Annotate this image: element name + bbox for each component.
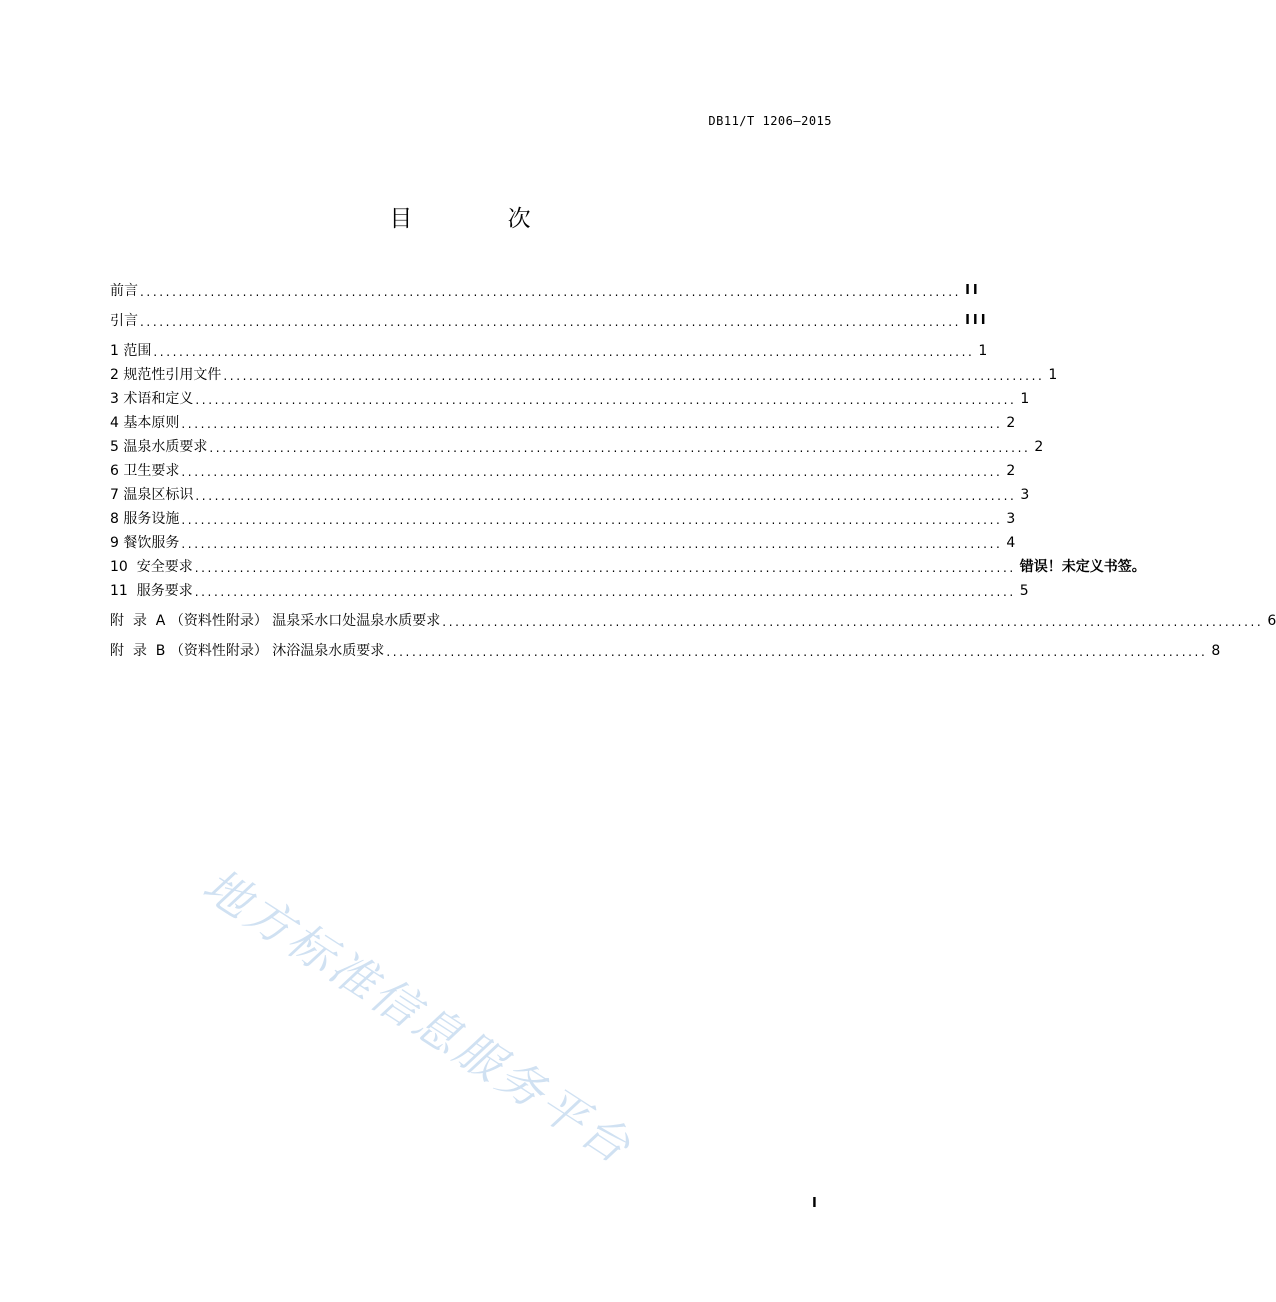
toc-entry-service[interactable]: [110, 580, 1029, 600]
toc-entry-facilities[interactable]: [110, 508, 1016, 528]
toc-entry-page: 1: [1020, 391, 1030, 407]
toc-entry-label: 引言: [110, 313, 138, 329]
toc-entry-page: 3: [1020, 487, 1030, 503]
toc-entry-principles[interactable]: [110, 412, 1016, 432]
toc-leader-dots: ................................................................................................................................: [140, 315, 962, 329]
toc-leader-dots: ................................................................................................................................: [194, 561, 1016, 575]
toc-leader-dots: ................................................................................................................................: [181, 513, 1003, 527]
toc-leader-dots: ................................................................................................................................: [181, 417, 1003, 431]
document-code: DB11/T 1206—2015: [708, 114, 832, 128]
toc-entry-label: 5 温泉水质要求: [110, 439, 208, 455]
toc-entry-label: 2 规范性引用文件: [110, 367, 222, 383]
toc-entry-label: 前言: [110, 283, 138, 299]
toc-entry-label: 7 温泉区标识: [110, 487, 194, 503]
toc-entry-page: 1: [1048, 367, 1058, 383]
watermark: 地方标准信息服务平台: [193, 857, 643, 1176]
toc-entry-label: 4 基本原则: [110, 415, 180, 431]
toc-entry-appendix-b[interactable]: [110, 640, 1221, 660]
toc-entry-page-error: 错误！未定义书签。: [1019, 559, 1146, 575]
toc-entry-appendix-a[interactable]: [110, 610, 1276, 630]
toc-entry-page: 8: [1211, 643, 1221, 659]
toc-entry-hygiene[interactable]: [110, 460, 1016, 480]
toc-leader-dots: ................................................................................................................................: [442, 615, 1264, 629]
toc-entry-label: 10 安全要求: [110, 559, 193, 575]
toc-entry-page: II: [965, 283, 981, 298]
toc-leader-dots: ................................................................................................................................: [194, 585, 1016, 599]
toc-entry-scope[interactable]: [110, 340, 988, 360]
toc-entry-introduction[interactable]: [110, 310, 989, 330]
toc-entry-label: 11 服务要求: [110, 583, 193, 599]
toc-entry-label: 3 术语和定义: [110, 391, 194, 407]
toc-entry-foreword[interactable]: [110, 280, 981, 300]
toc-entry-page: 1: [978, 343, 988, 359]
toc-leader-dots: ................................................................................................................................: [140, 285, 962, 299]
toc-leader-dots: ................................................................................................................................: [386, 645, 1208, 659]
toc-entry-safety[interactable]: [110, 556, 1146, 576]
toc-entry-page: 2: [1006, 463, 1016, 479]
toc-entry-page: 5: [1019, 583, 1029, 599]
toc-entry-label: 6 卫生要求: [110, 463, 180, 479]
toc-leader-dots: ................................................................................................................................: [181, 465, 1003, 479]
toc-entry-label: 9 餐饮服务: [110, 535, 180, 551]
toc-entry-normative-references[interactable]: [110, 364, 1058, 384]
toc-leader-dots: ................................................................................................................................: [153, 345, 975, 359]
toc-entry-terms[interactable]: [110, 388, 1030, 408]
toc-entry-label: 1 范围: [110, 343, 152, 359]
toc-leader-dots: ................................................................................................................................: [223, 369, 1045, 383]
toc-entry-signage[interactable]: [110, 484, 1030, 504]
toc-leader-dots: ................................................................................................................................: [209, 441, 1031, 455]
toc-entry-label: 附 录 A （资料性附录） 温泉采水口处温泉水质要求: [110, 613, 441, 629]
toc-entry-label: 附 录 B （资料性附录） 沐浴温泉水质要求: [110, 643, 385, 659]
toc-leader-dots: ................................................................................................................................: [195, 393, 1017, 407]
toc-entry-page: 3: [1006, 511, 1016, 527]
page-number: I: [812, 1196, 817, 1211]
toc-entry-label: 8 服务设施: [110, 511, 180, 527]
toc-entry-page: 2: [1034, 439, 1044, 455]
toc-entry-catering[interactable]: [110, 532, 1016, 552]
toc-leader-dots: ................................................................................................................................: [195, 489, 1017, 503]
toc-entry-water-quality[interactable]: [110, 436, 1044, 456]
page-title: 目 次: [389, 206, 575, 232]
toc-entry-page: III: [965, 313, 989, 328]
toc-entry-page: 2: [1006, 415, 1016, 431]
toc-entry-page: 6: [1267, 613, 1276, 629]
toc-leader-dots: ................................................................................................................................: [181, 537, 1003, 551]
toc-entry-page: 4: [1006, 535, 1016, 551]
